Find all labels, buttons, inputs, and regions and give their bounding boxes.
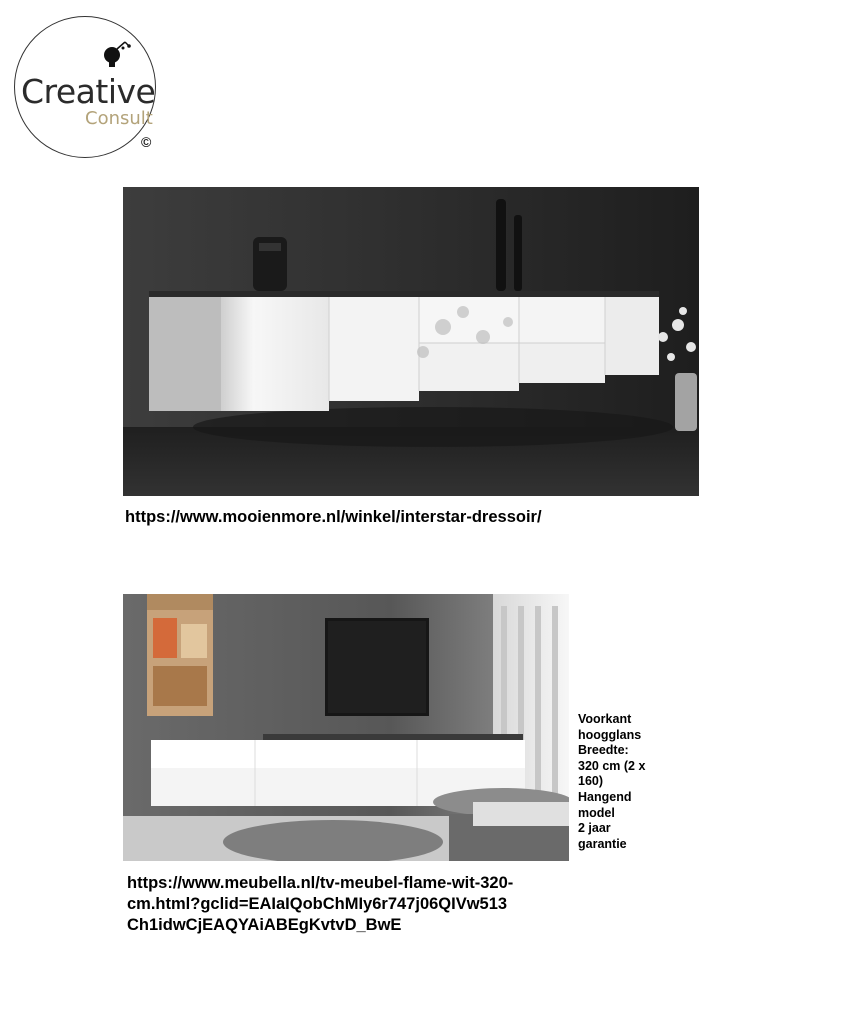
- spec-line: Hangend: [578, 789, 632, 804]
- tv-meubel-flame-photo: [123, 566, 569, 861]
- copyright-mark: ©: [141, 134, 152, 150]
- logo-text-creative: Creative: [21, 72, 156, 111]
- lightbulb-icon: [98, 38, 132, 72]
- mooienmore-link[interactable]: https://www.mooienmore.nl/winkel/interstar-dressoir/: [125, 508, 542, 526]
- meubella-link-line[interactable]: cm.html?gclid=EAIaIQobChMIy6r747j06QIVw513: [127, 895, 508, 913]
- logo-text-consult: Consult: [85, 108, 153, 129]
- spec-line: hoogglans: [578, 727, 642, 742]
- spec-line: Breedte:: [578, 743, 629, 758]
- spec-line: 2 jaar: [578, 821, 611, 836]
- meubella-link[interactable]: [127, 873, 587, 936]
- meubella-link-line[interactable]: Ch1idwCjEAQYAiABEgKvtvD_BwE: [127, 916, 402, 934]
- spec-line: 160): [578, 774, 604, 789]
- spec-line: Voorkant: [578, 712, 632, 726]
- meubella-link-line[interactable]: https://www.meubella.nl/tv-meubel-flame-wit-320-: [127, 874, 514, 892]
- spec-line: model: [578, 805, 615, 820]
- creative-consult-logo: [14, 16, 156, 158]
- product-specs: [578, 712, 658, 852]
- spec-line: 320 cm (2 x: [578, 758, 646, 773]
- spec-line: garantie: [578, 836, 627, 851]
- interstar-dressoir-photo: [123, 187, 699, 496]
